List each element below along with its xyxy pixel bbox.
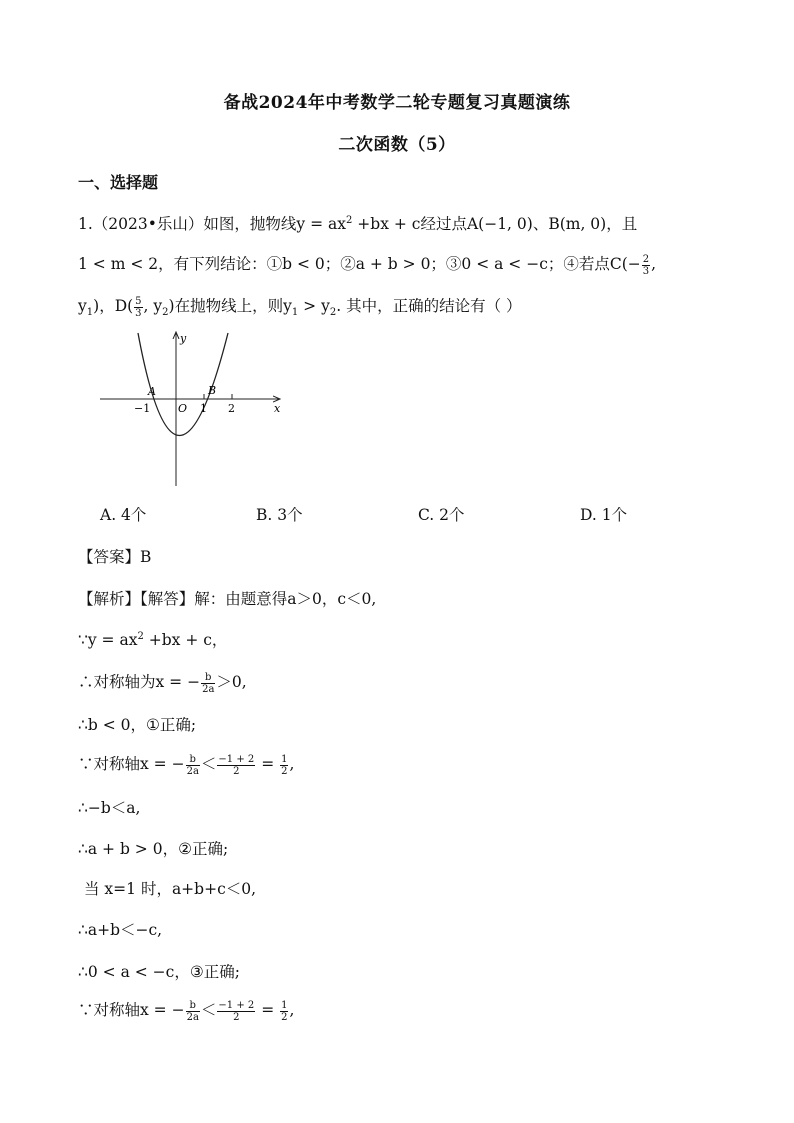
subscript: 1 (291, 307, 299, 319)
point-a-label: A (148, 385, 156, 398)
solution-text: ＞0, (216, 673, 247, 691)
solution-line-3 (78, 670, 247, 695)
fraction-numerator: 1 (281, 999, 288, 1011)
parabola-figure (96, 328, 286, 488)
solution-line-2 (78, 628, 227, 650)
option-a: A. 4个 (100, 506, 147, 524)
tick-label-2: 2 (228, 402, 235, 415)
fraction (280, 754, 288, 777)
fraction-denominator: 2 (281, 1011, 288, 1023)
option-b: B. 3个 (256, 506, 303, 524)
fraction-numerator: −1 + 2 (218, 753, 255, 765)
solution-text: ＜ (200, 1001, 217, 1019)
question-text: 1 < m < 2，有下列结论：①b < 0；②a + b > 0；③0 < a < −c；④若点C(− (78, 255, 641, 273)
solution-line-1: 【解析】【解答】解：由题意得a＞0，c＜0, (78, 590, 377, 608)
eq-exponent: 2 (137, 630, 144, 642)
eq-exponent: 2 (345, 214, 353, 226)
solution-text: , (289, 755, 295, 773)
option-c: C. 2个 (418, 506, 465, 524)
subscript: 2 (162, 307, 169, 319)
fraction-denominator: 2 (233, 1011, 240, 1023)
solution-line-10: ∴0 < a < −c，③正确; (78, 963, 240, 981)
fraction-denominator: 3 (642, 265, 650, 277)
fraction-denominator: 2 (281, 765, 288, 777)
solution-line-9: ∴a+b＜−c, (78, 921, 163, 939)
origin-label: O (178, 402, 188, 415)
solution-text: ＜ (200, 755, 217, 773)
solution-text: ∵y = ax (78, 631, 138, 649)
solution-line-5 (78, 752, 294, 777)
question-line-1 (78, 212, 637, 234)
solution-text: ∵对称轴x = − (78, 755, 185, 773)
solution-line-11 (78, 998, 294, 1023)
fraction-denominator: 2a (186, 765, 199, 777)
section-heading: 一、选择题 (78, 173, 159, 192)
question-text: y (78, 297, 87, 315)
question-text: )在抛物线上，则y (168, 297, 292, 315)
fraction (642, 254, 650, 277)
solution-line-7: ∴a + b > 0，②正确; (78, 840, 229, 858)
question-text: , y (143, 297, 163, 315)
fraction-denominator: 2a (186, 1011, 199, 1023)
question-text: 1.（2023•乐山）如图，抛物线 (78, 215, 297, 233)
solution-text: ∴对称轴为x = − (78, 673, 201, 691)
fraction (217, 754, 255, 777)
page-title: 备战2024年中考数学二轮专题复习真题演练 (223, 93, 571, 113)
question-text: )，D( (93, 297, 134, 315)
solution-line-4: ∴b < 0，①正确; (78, 716, 197, 734)
tick-label-neg1: −1 (134, 402, 151, 415)
fraction-denominator: 3 (135, 307, 142, 319)
fraction-numerator: 5 (135, 295, 142, 307)
question-line-2 (78, 252, 656, 277)
fraction (280, 1000, 288, 1023)
eq-part: +bx + c (352, 215, 421, 233)
fraction-numerator: b (186, 754, 200, 766)
fraction-numerator: 1 (281, 753, 288, 765)
question-text: . 其中，正确的结论有（ ） (336, 297, 522, 315)
fraction (217, 1000, 255, 1023)
subscript: 1 (86, 307, 94, 319)
fraction-numerator: 2 (642, 253, 650, 265)
solution-text: = (256, 1001, 280, 1019)
solution-line-8: 当 x=1 时，a+b+c＜0, (84, 880, 257, 898)
question-text: , (651, 255, 657, 273)
option-d: D. 1个 (580, 506, 628, 524)
fraction-denominator: 2 (233, 765, 240, 777)
eq-part: y = ax (296, 215, 346, 233)
fraction-numerator: b (186, 1000, 200, 1012)
solution-text: = (256, 755, 280, 773)
solution-text: +bx + c， (143, 631, 228, 649)
solution-text: ∵对称轴x = − (78, 1001, 185, 1019)
page-subtitle: 二次函数（5） (338, 135, 456, 155)
fraction-numerator: −1 + 2 (218, 999, 255, 1011)
fraction (201, 672, 215, 695)
answer-line: 【答案】B (78, 548, 152, 566)
tick-label-1: 1 (200, 402, 207, 415)
point-b-label: B (208, 384, 217, 397)
question-line-3 (78, 294, 522, 319)
question-equation (296, 215, 420, 233)
y-axis-label: y (180, 332, 187, 345)
question-text: > y (298, 297, 330, 315)
fraction (186, 1000, 200, 1023)
x-axis-label: x (274, 402, 281, 415)
solution-line-6: ∴−b＜a, (78, 799, 141, 817)
subscript: 2 (329, 307, 337, 319)
question-text: 经过点A(−1, 0)、B(m, 0)，且 (420, 215, 638, 233)
fraction-denominator: 2a (202, 683, 215, 695)
fraction-numerator: b (201, 672, 215, 684)
fraction (186, 754, 200, 777)
fraction (134, 296, 142, 319)
solution-text: , (289, 1001, 295, 1019)
